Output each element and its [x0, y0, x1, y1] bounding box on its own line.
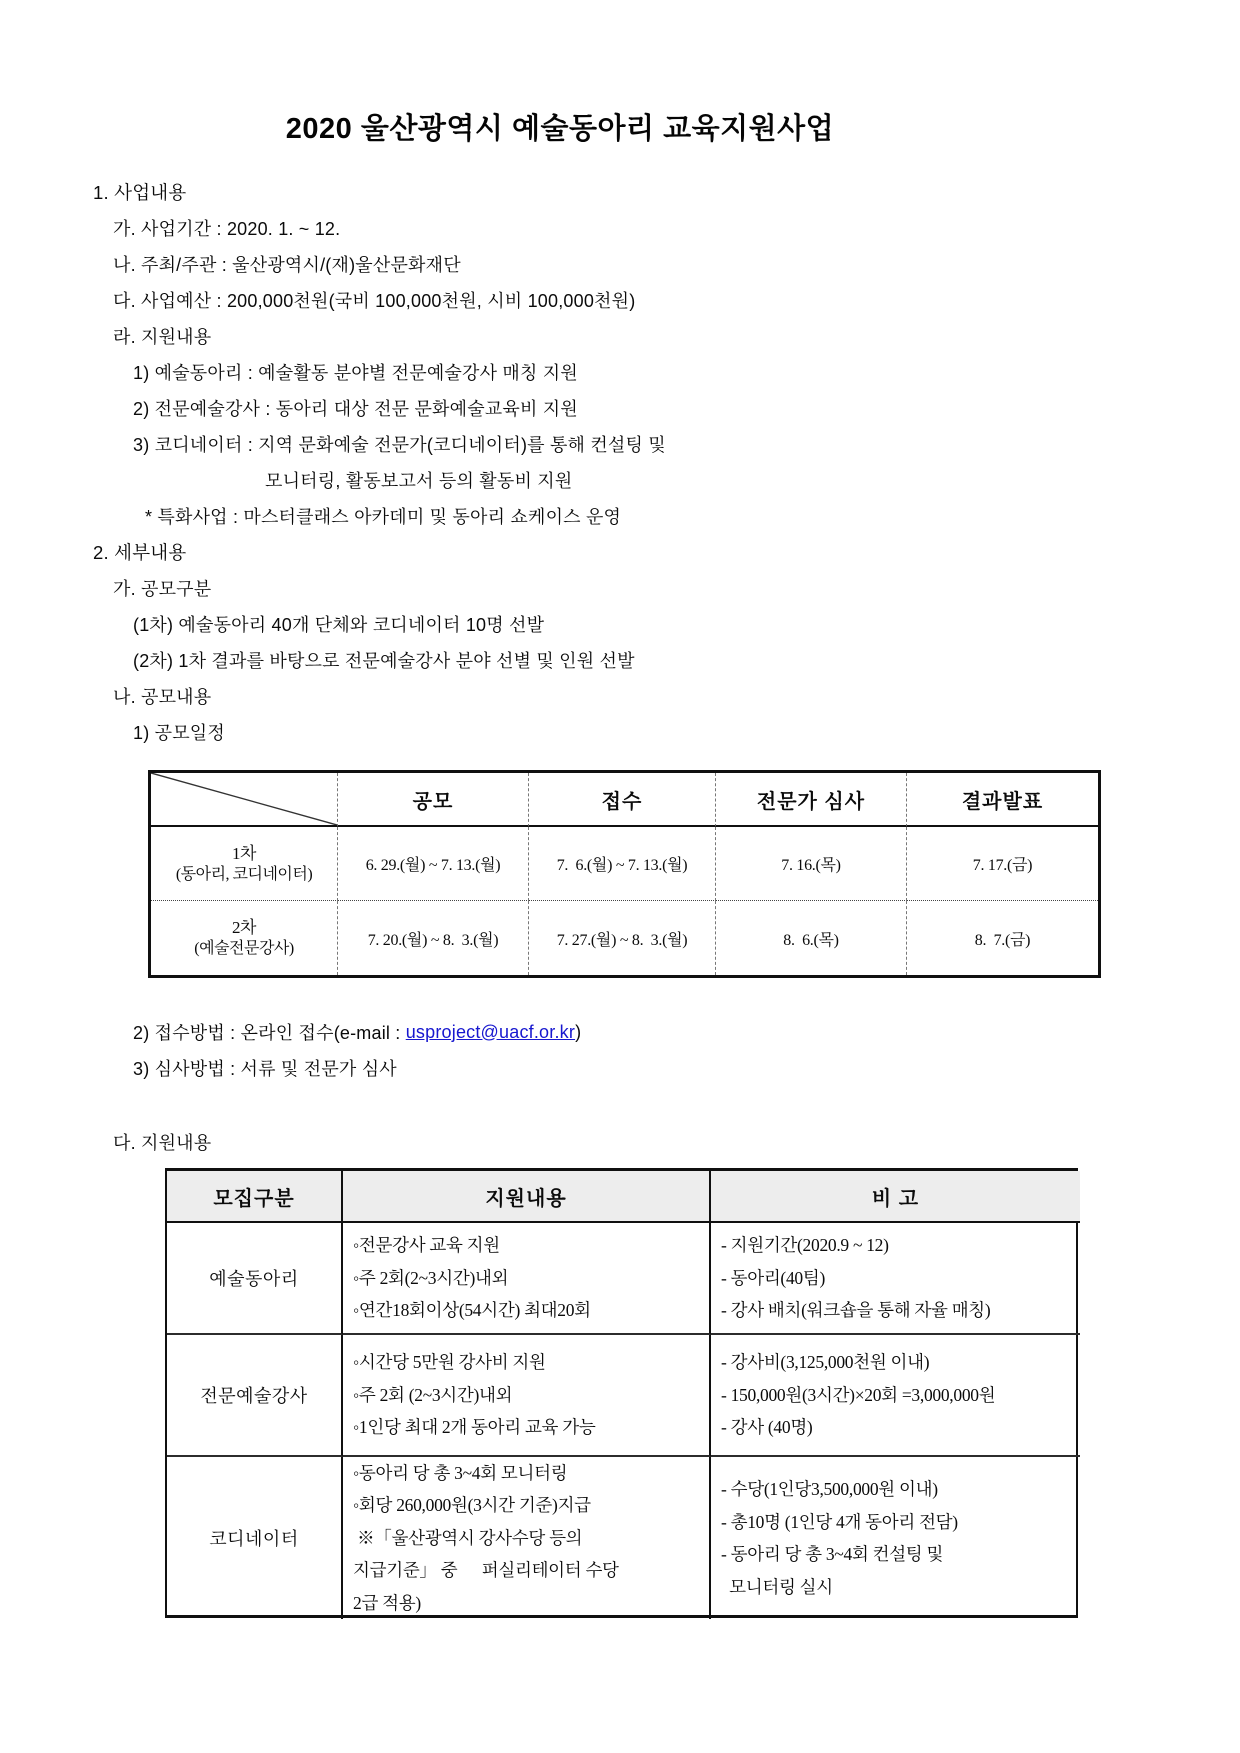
support-row3-detail-line: ◦동아리 당 총 3~4회 모니터링 — [353, 1462, 568, 1483]
apply-method-suffix: ) — [575, 1021, 582, 1042]
apply-method-prefix: 2) 접수방법 : 온라인 접수(e-mail : — [133, 1023, 406, 1043]
schedule-row1-review: 7. 16.(목) — [716, 827, 907, 901]
support-header-category: 모집구분 — [167, 1171, 343, 1223]
schedule-row1-announce: 6. 29.(월) ~ 7. 13.(월) — [338, 827, 529, 901]
schedule-row2-label-main: 2차 — [232, 918, 256, 937]
line-support-instructor: 2) 전문예술강사 : 동아리 대상 전문 문화예술교육비 지원 — [133, 399, 578, 419]
support-row2-note-line: - 강사비(3,125,000천원 이내) — [721, 1352, 930, 1373]
support-row3-note-line: - 총10명 (1인당 4개 동아리 전담) — [721, 1511, 958, 1532]
email-link[interactable]: usproject@uacf.or.kr — [405, 1021, 576, 1042]
support-row1-detail-line: ◦전문강사 교육 지원 — [353, 1235, 500, 1256]
schedule-row2-review: 8. 6.(목) — [716, 901, 907, 975]
line-special-project: * 특화사업 : 마스터클래스 아카데미 및 동아리 쇼케이스 운영 — [145, 507, 622, 527]
schedule-row2-announce: 7. 20.(월) ~ 8. 3.(월) — [338, 901, 529, 975]
schedule-row1-result: 7. 17.(금) — [907, 827, 1098, 901]
schedule-header-announce: 공모 — [338, 773, 529, 827]
schedule-header-review: 전문가 심사 — [716, 773, 907, 827]
line-apply-method — [80, 1014, 1160, 1050]
support-row1-details — [343, 1223, 711, 1335]
support-row1-note-line: - 강사 배치(워크숍을 통해 자율 매칭) — [721, 1300, 991, 1321]
support-row1-note-line: - 지원기간(2020.9 ~ 12) — [721, 1235, 889, 1256]
support-table — [165, 1168, 1078, 1618]
schedule-row2-label — [151, 901, 338, 975]
support-row3-note-line: - 동아리 당 총 3~4회 컨설팅 및 — [721, 1544, 944, 1564]
schedule-row1-label — [151, 827, 338, 901]
document-title: 2020 울산광역시 예술동아리 교육지원사업 — [285, 113, 835, 145]
diagonal-divider — [151, 773, 337, 825]
line-division-round1: (1차) 예술동아리 40개 단체와 코디네이터 10명 선발 — [133, 615, 545, 635]
support-row3-notes — [711, 1457, 1080, 1619]
schedule-header-receipt: 접수 — [529, 773, 716, 827]
line-review-method: 3) 심사방법 : 서류 및 전문가 심사 — [133, 1059, 397, 1079]
support-row3-note-line: 모니터링 실시 — [721, 1576, 833, 1597]
support-row2-detail-line: ◦시간당 5만원 강사비 지원 — [353, 1352, 546, 1373]
heading-support-detail: 다. 지원내용 — [113, 1133, 212, 1153]
support-row3-detail-line: 지급기준」 중 퍼실리테이터 수당 — [353, 1560, 619, 1581]
heading-contest-division: 가. 공모구분 — [113, 579, 212, 599]
support-heading-block — [80, 1124, 1160, 1160]
line-division-round2: (2차) 1차 결과를 바탕으로 전문예술강사 분야 선별 및 인원 선발 — [133, 651, 635, 671]
line-support-coordinator: 3) 코디네이터 : 지역 문화예술 전문가(코디네이터)를 통해 컨설팅 및 — [133, 435, 666, 455]
schedule-row2-receipt: 7. 27.(월) ~ 8. 3.(월) — [529, 901, 716, 975]
heading-contest-content: 나. 공모내용 — [113, 687, 212, 707]
support-row3-detail-line: 2급 적용) — [353, 1592, 421, 1613]
support-row2-detail-line: ◦1인당 최대 2개 동아리 교육 가능 — [353, 1417, 596, 1438]
schedule-row1-label-main: 1차 — [232, 843, 256, 863]
body-text-block — [80, 174, 1160, 750]
support-row1-detail-line: ◦주 2회(2~3시간)내외 — [353, 1267, 509, 1288]
support-row2-detail-line: ◦주 2회 (2~3시간)내외 — [353, 1384, 513, 1405]
support-row2-note-line: - 150,000원(3시간)×20회 =3,000,000원 — [721, 1384, 996, 1405]
schedule-row2-label-sub: (예술전문강사) — [194, 940, 294, 957]
support-row3-detail-line: ◦회당 260,000원(3시간 기준)지급 — [353, 1495, 591, 1516]
line-support-art-club: 1) 예술동아리 : 예술활동 분야별 전문예술강사 매칭 지원 — [133, 363, 578, 383]
schedule-table — [148, 770, 1101, 978]
line-project-period: 가. 사업기간 : 2020. 1. ~ 12. — [113, 219, 341, 239]
support-row3-note-line: - 수당(1인당3,500,000원 이내) — [721, 1479, 938, 1499]
support-row3-category: 코디네이터 — [167, 1457, 343, 1619]
support-row2-details — [343, 1335, 711, 1457]
schedule-row1-label-sub: (동아리, 코디네이터) — [175, 865, 313, 883]
apply-method-block — [80, 1014, 1160, 1086]
schedule-header-result: 결과발표 — [907, 773, 1098, 827]
support-row1-detail-line: ◦연간18회이상(54시간) 최대20회 — [353, 1300, 591, 1321]
line-project-budget: 다. 사업예산 : 200,000천원(국비 100,000천원, 시비 100,000천원) — [113, 291, 636, 311]
support-row2-note-line: - 강사 (40명) — [721, 1417, 813, 1438]
support-row1-category: 예술동아리 — [167, 1223, 343, 1335]
support-row1-note-line: - 동아리(40팀) — [721, 1267, 825, 1288]
support-header-note: 비 고 — [711, 1171, 1080, 1223]
support-header-detail: 지원내용 — [343, 1171, 711, 1223]
schedule-row1-receipt: 7. 6.(월) ~ 7. 13.(월) — [529, 827, 716, 901]
heading-detail-content: 2. 세부내용 — [93, 542, 187, 563]
support-row3-detail-line: ※「울산광역시 강사수당 등의 — [353, 1527, 583, 1548]
heading-business-content: 1. 사업내용 — [93, 182, 187, 203]
support-row2-category: 전문예술강사 — [167, 1335, 343, 1457]
support-row3-details — [343, 1457, 711, 1619]
support-row1-notes — [711, 1223, 1080, 1335]
heading-support-content: 라. 지원내용 — [113, 327, 212, 347]
schedule-header-corner-cell — [151, 773, 338, 827]
line-host-organizer: 나. 주최/주관 : 울산광역시/(재)울산문화재단 — [113, 255, 461, 275]
support-row2-notes — [711, 1335, 1080, 1457]
heading-contest-schedule: 1) 공모일정 — [133, 723, 225, 743]
line-support-coordinator-cont: 모니터링, 활동보고서 등의 활동비 지원 — [265, 471, 573, 491]
schedule-row2-result: 8. 7.(금) — [974, 931, 1031, 949]
